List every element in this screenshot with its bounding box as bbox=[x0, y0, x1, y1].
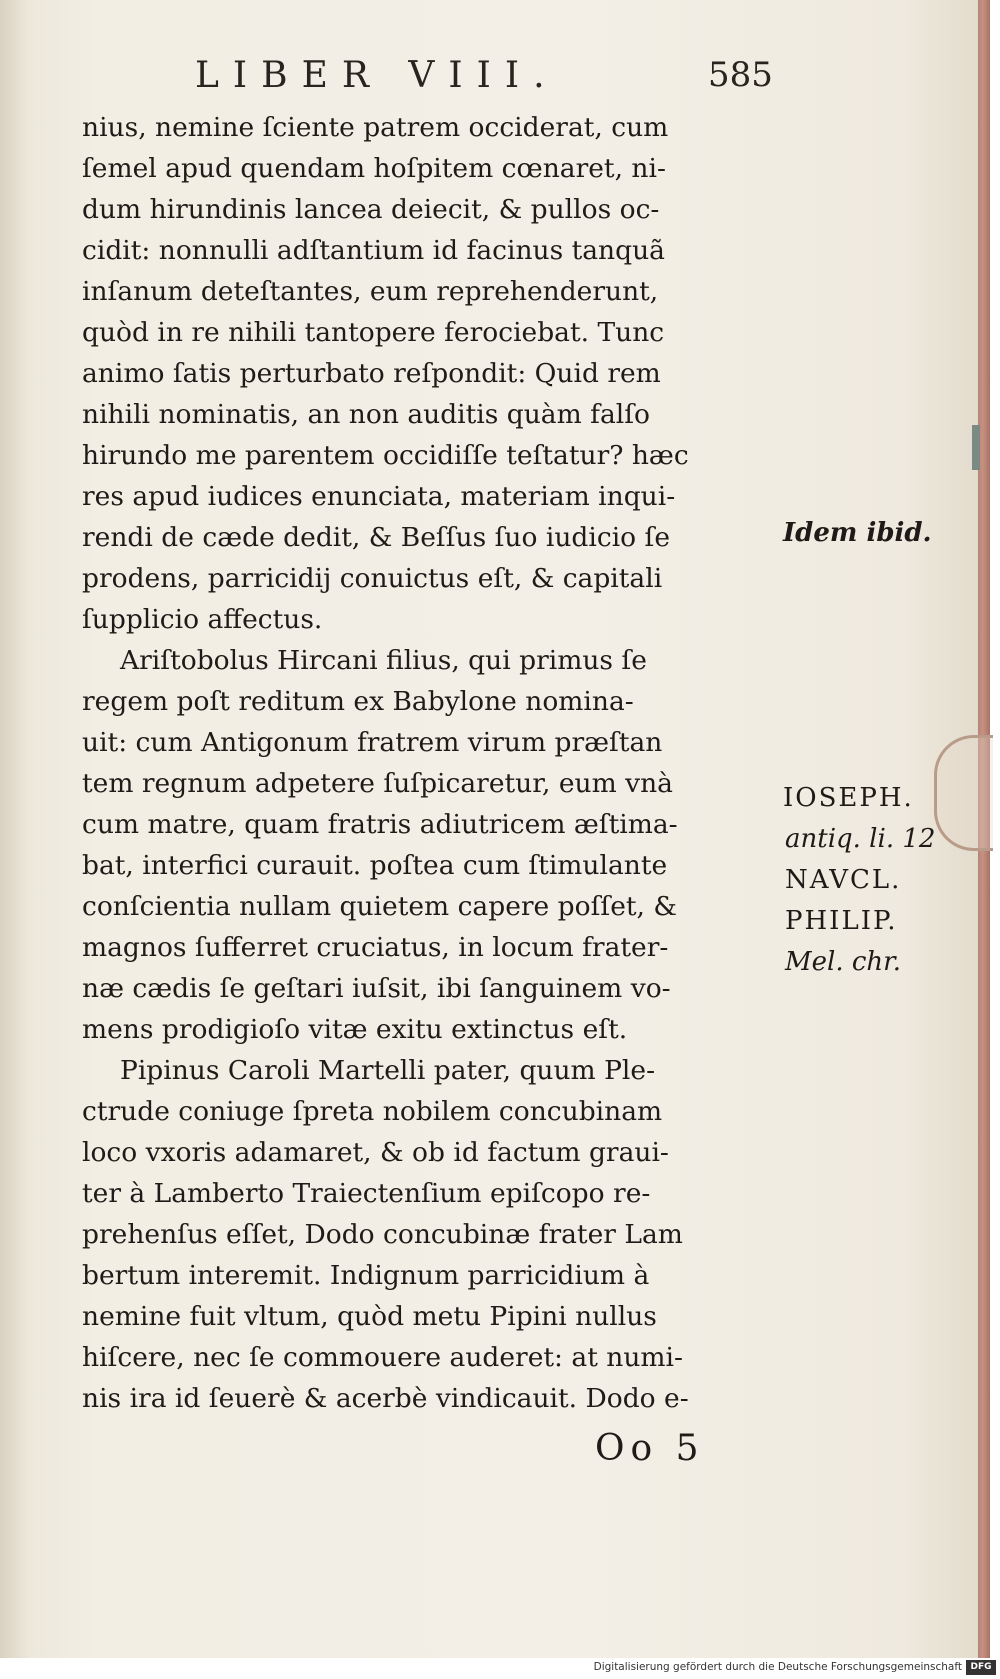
text-line: næ cædis ſe geſtari iuſsit, ibi ſanguinem vo- bbox=[82, 973, 671, 1004]
text-line: animo ſatis perturbato reſpondit: Quid rem bbox=[82, 358, 661, 389]
text-line: prehenſus eſſet, Dodo concubinæ frater Lam bbox=[82, 1219, 683, 1250]
text-line: regem poſt reditum ex Babylone nomina- bbox=[82, 686, 634, 717]
footer-bar bbox=[0, 1658, 1000, 1679]
margin-note-naucl: NAVCL. bbox=[785, 865, 902, 895]
text-line: quòd in re nihili tantopere ferociebat. Tunc bbox=[82, 317, 665, 348]
text-line: loco vxoris adamaret, & ob id factum graui- bbox=[82, 1137, 669, 1168]
text-line: nius, nemine ſciente patrem occiderat, cum bbox=[82, 112, 669, 143]
margin-note-antiq: antiq. li. 12 bbox=[785, 824, 936, 854]
text-line: nis ira id ſeuerè & acerbè vindicauit. Dodo e- bbox=[82, 1383, 689, 1414]
text-line: ſemel apud quendam hoſpitem cœnaret, ni- bbox=[82, 153, 666, 184]
signature-mark: Oo 5 bbox=[595, 1428, 705, 1469]
text-line: magnos ſufferret cruciatus, in locum frater- bbox=[82, 932, 669, 963]
text-line: tem regnum adpetere ſuſpicaretur, eum vnà bbox=[82, 768, 673, 799]
text-line: ſupplicio affectus. bbox=[82, 604, 323, 635]
margin-note-melchr: Mel. chr. bbox=[785, 947, 901, 977]
margin-note-joseph: IOSEPH. bbox=[783, 783, 914, 813]
running-head: LIBER VIII. bbox=[195, 55, 559, 96]
text-line: dum hirundinis lancea deiecit, & pullos oc- bbox=[82, 194, 660, 225]
page-clasp-shadow bbox=[934, 735, 993, 851]
text-line: Ariſtobolus Hircani filius, qui primus ſe bbox=[120, 645, 647, 676]
margin-note-philip: PHILIP. bbox=[785, 906, 898, 936]
margin-note-idem: Idem ibid. bbox=[783, 518, 932, 548]
text-line: prodens, parricidij conuictus eſt, & capitali bbox=[82, 563, 663, 594]
text-line: nemine fuit vltum, quòd metu Pipini nullus bbox=[82, 1301, 657, 1332]
footer-credit: Digitalisierung gefördert durch die Deutsche Forschungsgemeinschaft bbox=[593, 1661, 962, 1673]
body-text bbox=[82, 107, 782, 1419]
text-line: mens prodigioſo vitæ exitu extinctus eſt. bbox=[82, 1014, 628, 1045]
bookmark-tab bbox=[972, 425, 980, 470]
text-line: res apud iudices enunciata, materiam inqui- bbox=[82, 481, 676, 512]
text-line: hirundo me parentem occidiſſe teſtatur? hæc bbox=[82, 440, 689, 471]
text-line: cum matre, quam fratris adiutricem æſtima- bbox=[82, 809, 678, 840]
text-line: bertum interemit. Indignum parricidium à bbox=[82, 1260, 650, 1291]
text-line: uit: cum Antigonum fratrem virum præſtan bbox=[82, 727, 663, 758]
dfg-logo: DFG bbox=[966, 1660, 996, 1675]
page-number: 585 bbox=[708, 55, 773, 95]
text-line: rendi de cæde dedit, & Beſſus ſuo iudicio ſe bbox=[82, 522, 671, 553]
text-line: nihili nominatis, an non auditis quàm falſo bbox=[82, 399, 651, 430]
text-line: ter à Lamberto Traiectenſium epiſcopo re- bbox=[82, 1178, 651, 1209]
text-line: inſanum deteſtantes, eum reprehenderunt, bbox=[82, 276, 659, 307]
text-line: hiſcere, nec ſe commouere auderet: at numi- bbox=[82, 1342, 683, 1373]
text-line: conſcientia nullam quietem capere poſſet, & bbox=[82, 891, 677, 922]
text-line: Pipinus Caroli Martelli pater, quum Ple- bbox=[120, 1055, 656, 1086]
text-line: cidit: nonnulli adſtantium id facinus tanquã bbox=[82, 235, 665, 266]
text-line: bat, interfici curauit. poſtea cum ſtimulante bbox=[82, 850, 668, 881]
text-line: ctrude coniuge ſpreta nobilem concubinam bbox=[82, 1096, 663, 1127]
